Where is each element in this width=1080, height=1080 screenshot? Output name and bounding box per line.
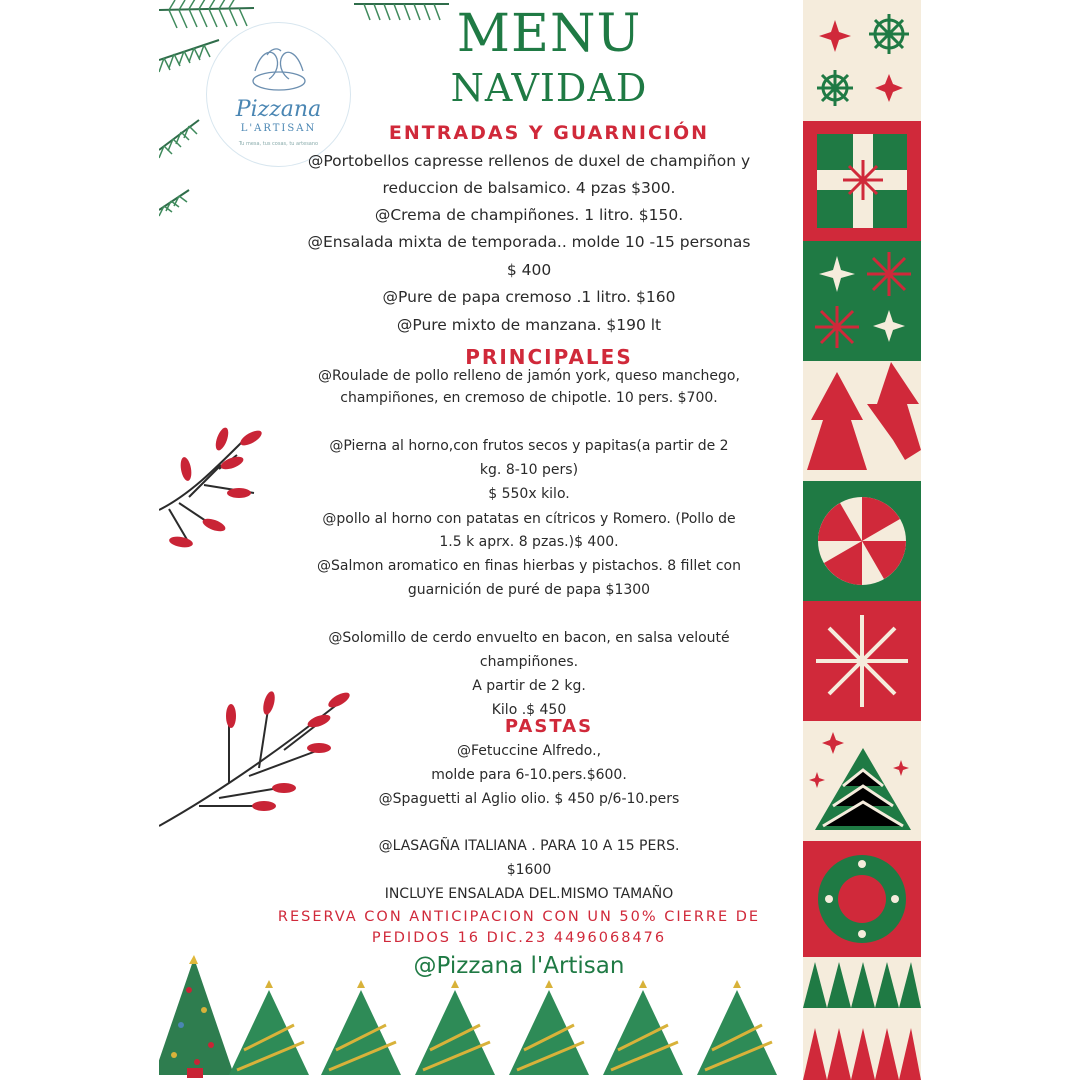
menu-line: Kilo .$ 450 bbox=[491, 702, 567, 718]
menu-line: $ 550x kilo. bbox=[488, 486, 570, 502]
menu-line: @Portobellos capresse rellenos de duxel de champiñon y bbox=[307, 152, 751, 170]
section-heading-pastas: PASTAS bbox=[504, 716, 594, 737]
menu-line: champiñones, en cremoso de chipotle. 10 pers. $700. bbox=[340, 390, 718, 406]
menu-line: $ 400 bbox=[506, 261, 552, 279]
menu-line: @Pierna al horno,con frutos secos y papitas(a partir de 2 bbox=[329, 438, 729, 454]
christmas-trees-decoration bbox=[159, 950, 799, 1080]
section-heading-principales: PRINCIPALES bbox=[465, 345, 633, 369]
menu-line: @Salmon aromatico en finas hierbas y pistachos. 8 fillet con bbox=[317, 558, 741, 574]
menu-line: @Roulade de pollo relleno de jamón york, queso manchego, bbox=[318, 368, 740, 384]
logo-tagline: Tu mesa, tus cosas, tu artesano bbox=[238, 141, 319, 147]
menu-line: @LASAGÑA ITALIANA . PARA 10 A 15 PERS. bbox=[378, 838, 680, 854]
menu-line: @Spaguetti al Aglio olio. $ 450 p/6-10.pers bbox=[378, 791, 680, 807]
menu-line: @Solomillo de cerdo envuelto en bacon, en salsa velouté bbox=[328, 630, 730, 646]
menu-title: MENU bbox=[456, 4, 642, 64]
reserve-line: RESERVA CON ANTICIPACION CON UN 50% CIERRE DE bbox=[277, 909, 761, 925]
menu-line: kg. 8-10 pers) bbox=[479, 462, 579, 478]
menu-line: molde para 6-10.pers.$600. bbox=[431, 767, 627, 783]
menu-line: 1.5 k aprx. 8 pzas.)$ 400. bbox=[439, 534, 619, 550]
berry-branch-decoration bbox=[159, 688, 359, 828]
menu-line: @Crema de champiñones. 1 litro. $150. bbox=[374, 206, 684, 224]
section-heading-entradas: ENTRADAS Y GUARNICIÓN bbox=[388, 122, 710, 144]
menu-line: @Fetuccine Alfredo., bbox=[456, 743, 602, 759]
christmas-pattern-strip bbox=[803, 0, 921, 1080]
reserve-line: PEDIDOS 16 DIC.23 4496068476 bbox=[371, 930, 667, 946]
menu-line: guarnición de puré de papa $1300 bbox=[407, 582, 651, 598]
menu-line: champiñones. bbox=[479, 654, 579, 670]
menu-line: @Pure de papa cremoso .1 litro. $160 bbox=[382, 288, 676, 306]
menu-subtitle: NAVIDAD bbox=[450, 66, 648, 110]
menu-line: reduccion de balsamico. 4 pzas $300. bbox=[382, 179, 676, 197]
logo-subtitle: L'ARTISAN bbox=[240, 123, 317, 134]
berry-branch-decoration bbox=[159, 425, 274, 555]
menu-line: @Pure mixto de manzana. $190 lt bbox=[396, 316, 662, 334]
menu-line: A partir de 2 kg. bbox=[472, 678, 586, 694]
menu-line: @pollo al horno con patatas en cítricos y Romero. (Pollo de bbox=[322, 511, 736, 527]
social-handle: @Pizzana l'Artisan bbox=[413, 953, 625, 979]
menu-line: @Ensalada mixta de temporada.. molde 10 -15 personas bbox=[307, 233, 751, 251]
logo-name: Pizzana bbox=[235, 97, 322, 122]
menu-line: $1600 bbox=[506, 862, 552, 878]
menu-line: INCLUYE ENSALADA DEL.MISMO TAMAÑO bbox=[384, 886, 674, 902]
